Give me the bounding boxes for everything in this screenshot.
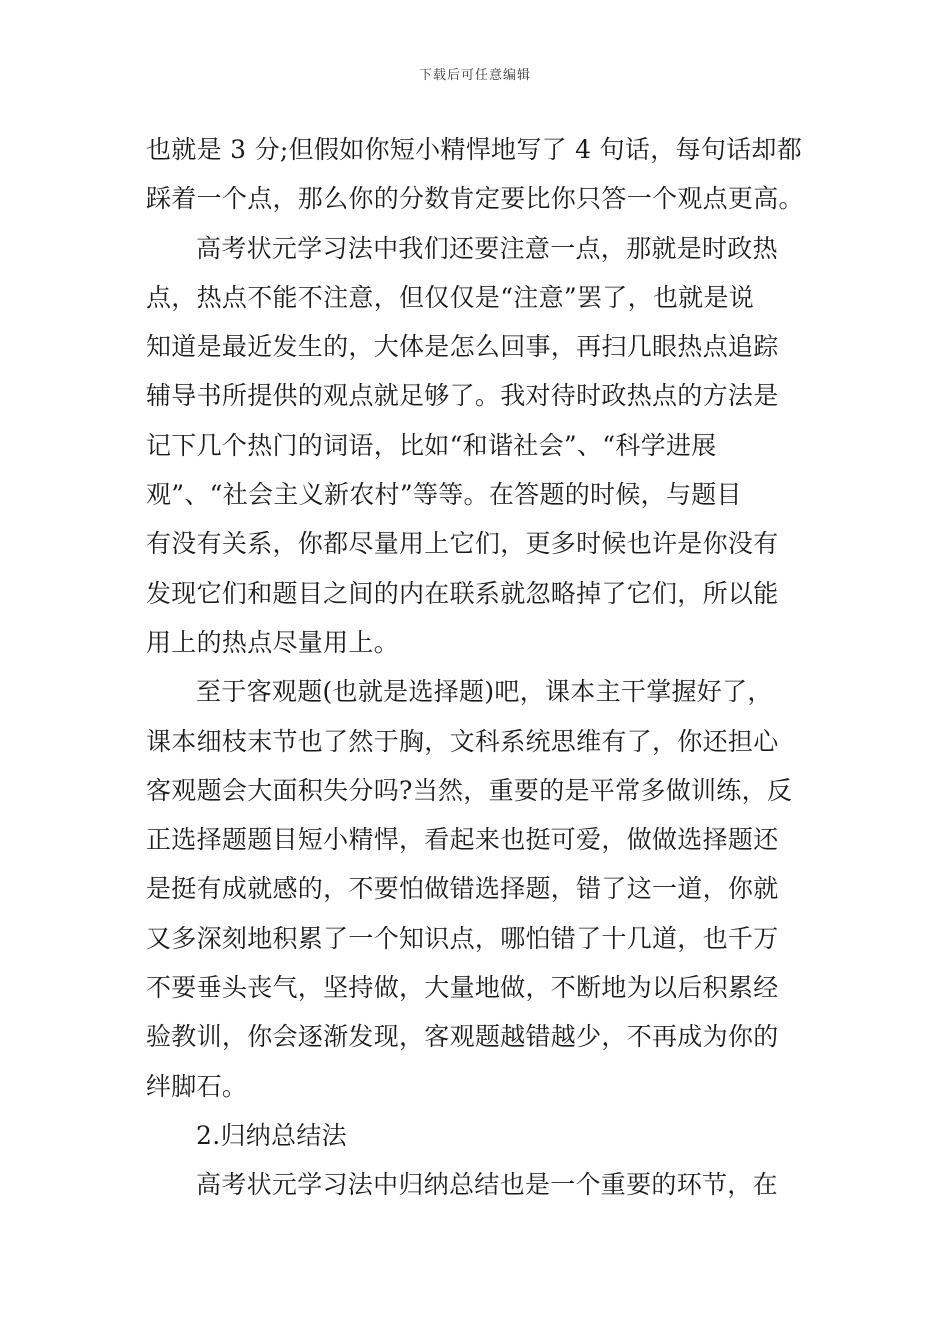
text-line: 绊脚石。 [146, 1071, 248, 1101]
text-line: 不要垂头丧气，坚持做，大量地做，不断地为以后积累经 [146, 973, 779, 1003]
text-line: 知道是最近发生的，大体是怎么回事，再扫几眼热点追踪 [146, 332, 779, 362]
text-line: 又多深刻地积累了一个知识点，哪怕错了十几道，也千万 [146, 923, 779, 953]
text-line: 2.归纳总结法 [196, 1120, 347, 1150]
text-line: 至于客观题(也就是选择题)吧，课本主干掌握好了， [196, 677, 773, 707]
body-text [146, 125, 808, 1210]
text-line: 高考状元学习法中归纳总结也是一个重要的环节，在 [196, 1170, 778, 1200]
text-line: 也就是 3 分;但假如你短小精悍地写了 4 句话，每句话却都 [146, 135, 803, 164]
text-line: 课本细枝末节也了然于胸，文科系统思维有了，你还担心 [146, 726, 779, 756]
text-line: 是挺有成就感的，不要怕做错选择题，错了这一道，你就 [146, 874, 779, 904]
text-line: 辅导书所提供的观点就足够了。我对待时政热点的方法是 [146, 381, 779, 411]
text-line: 有没有关系，你都尽量用上它们，更多时候也许是你没有 [146, 529, 779, 559]
page-header: 下载后可任意编辑 [418, 68, 531, 83]
text-line: 观”、“社会主义新农村”等等。在答题的时候，与题目 [146, 480, 742, 510]
text-line: 正选择题题目短小精悍，看起来也挺可爱，做做选择题还 [146, 825, 779, 855]
text-line: 客观题会大面积失分吗?当然，重要的是平常多做训练，反 [146, 775, 793, 805]
text-line: 高考状元学习法中我们还要注意一点，那就是时政热 [196, 233, 778, 263]
text-line: 点，热点不能不注意，但仅仅是“注意”罢了，也就是说 [146, 282, 755, 312]
text-line: 发现它们和题目之间的内在联系就忽略掉了它们，所以能 [146, 578, 779, 608]
text-line: 踩着一个点，那么你的分数肯定要比你只答一个观点更高。 [146, 184, 804, 214]
text-line: 用上的热点尽量用上。 [146, 627, 400, 657]
text-line: 记下几个热门的词语，比如“和谐社会”、“科学进展 [146, 430, 717, 460]
text-line: 验教训，你会逐渐发现，客观题越错越少，不再成为你的 [146, 1022, 779, 1052]
